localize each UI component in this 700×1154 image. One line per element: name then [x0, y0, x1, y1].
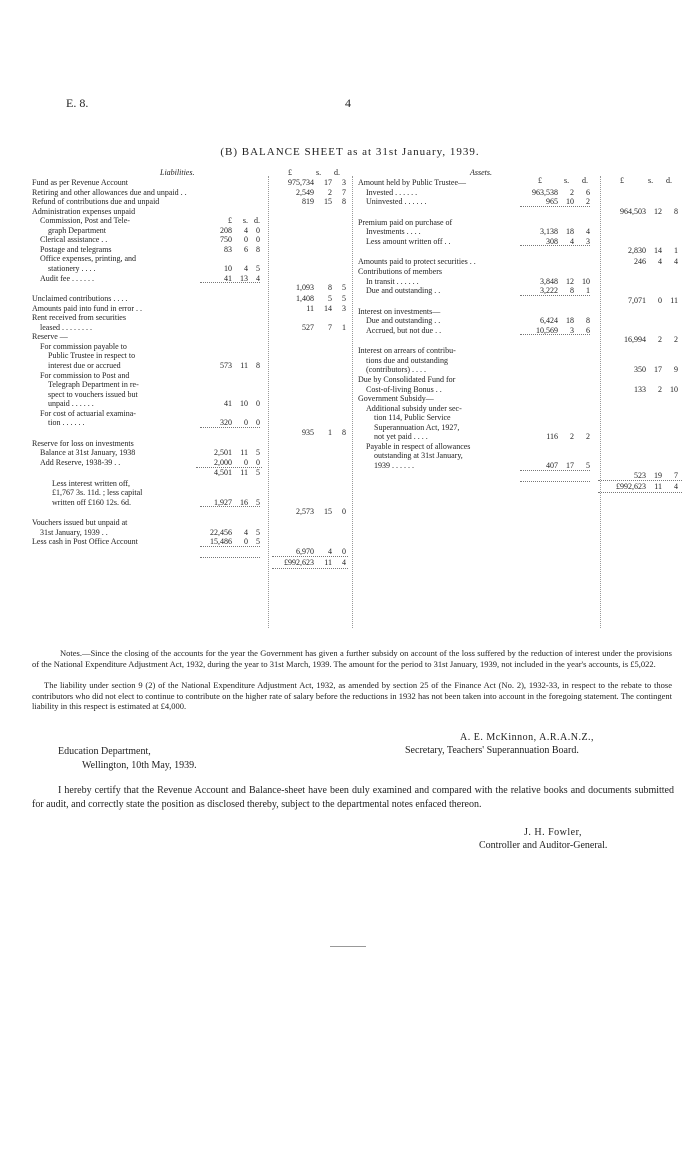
assets-row-label: Additional subsidy under sec-: [366, 403, 462, 413]
liabilities-sub-shillings: 16: [240, 497, 248, 507]
liabilities-sub-pence: 0: [256, 457, 260, 467]
assets-sub-shillings: 17: [566, 460, 574, 470]
assets-amt-shillings: 11: [654, 481, 662, 491]
liabilities-sub-pence: 5: [256, 448, 260, 458]
liabilities-row-label: Postage and telegrams: [40, 244, 112, 254]
assets-row-label: Uninvested . . . . . .: [366, 197, 427, 207]
notes-paragraph-1: Notes.—Since the closing of the accounts for the year the Government has given a further subsidy on account of the loss suffered by the reduction of interest under the provisions of the National Expenditure Adjustment Act, 1932, during the year to 31st March, 1939. The amount for the period to 31st January, 1939, not included in the year's accounts, is £5,022.: [32, 648, 672, 669]
assets-row-label: Amounts paid to protect securities . .: [358, 257, 476, 267]
liabilities-row-label: Audit fee . . . . . .: [40, 273, 94, 283]
assets-sub-pence: 6: [586, 325, 590, 335]
assets-row-label: Due by Consolidated Fund for: [358, 375, 456, 384]
assets-row-label: outstanding at 31st January,: [374, 451, 463, 461]
liabilities-row-label: Clerical assistance . .: [40, 235, 108, 245]
assets-sub-shillings: 18: [566, 227, 574, 237]
assets-subtotal-rule: [520, 245, 590, 246]
assets-row-label: Amount held by Public Trustee—: [358, 178, 467, 187]
liabilities-sub-pence: 5: [256, 497, 260, 507]
assets-subtotal-rule: [520, 470, 590, 471]
liabilities-sub-pounds: 573: [220, 360, 232, 370]
assets-head-right-pence: d.: [666, 176, 672, 185]
liabilities-sub-pounds: 2,501: [214, 448, 232, 458]
assets-amt-pence: 9: [674, 365, 678, 375]
liabilities-row-label: Rent received from securities: [32, 313, 126, 323]
liabilities-row-label: leased . . . . . . . .: [40, 322, 92, 332]
assets-sub-pence: 5: [586, 460, 590, 470]
liabilities-sub-shillings: 0: [244, 457, 248, 467]
liabilities-amt-shillings: 15: [324, 197, 332, 207]
assets-sub-pounds: 3,848: [540, 276, 558, 286]
liabilities-amt-shillings: 11: [324, 557, 332, 567]
assets-sub-pence: 8: [586, 316, 590, 326]
assets-amt-pounds: 246: [634, 257, 646, 267]
assets-row-label: Investments . . . .: [366, 227, 421, 237]
assets-amt-pounds: £992,623: [616, 481, 646, 491]
assets-amt-pounds: 2,830: [628, 246, 646, 256]
liabilities-row-label: Reserve for loss on investments: [32, 438, 134, 448]
liabilities-sub-pence: 0: [256, 399, 260, 409]
liabilities-amt-pounds: 819: [302, 197, 314, 207]
liabilities-row-label: For cost of actuarial examina-: [40, 408, 136, 418]
assets-sub-shillings: 4: [570, 236, 574, 246]
liabilities-amt-pence: 5: [342, 283, 346, 293]
assets-head-right-pounds: £: [620, 176, 624, 185]
liabilities-amt-pounds: 1,093: [296, 283, 314, 293]
liabilities-row-label: Reserve —: [32, 332, 68, 342]
liabilities-amt-pence: 8: [342, 427, 346, 437]
liabilities-sub-pounds: 2,000: [214, 457, 232, 467]
assets-row-label: In transit . . . . . .: [366, 276, 419, 286]
column-divider-right: [600, 176, 601, 628]
liabilities-amt-pounds: 1,408: [296, 294, 314, 304]
liabilities-amt-pence: 4: [342, 557, 346, 567]
liabilities-subtotal-rule: [200, 427, 260, 428]
assets-amt-pounds: 133: [634, 384, 646, 394]
liabilities-sub-shillings: 4: [244, 263, 248, 273]
assets-sub-pounds: 3,222: [540, 286, 558, 296]
liabilities-amt-pence: 7: [342, 187, 346, 197]
liabilities-sub-shillings: 11: [240, 467, 248, 477]
place-line-1: Education Department,: [58, 746, 151, 757]
liabilities-amt-pounds: 935: [302, 427, 314, 437]
liab-head-pence: d.: [334, 168, 340, 177]
liabilities-sub-pounds: 10: [224, 263, 232, 273]
liabilities-row-label: For commission payable to: [40, 341, 127, 351]
liabilities-row-label: Add Reserve, 1938-39 . .: [40, 457, 121, 467]
assets-sub-shillings: 8: [570, 286, 574, 296]
assets-sub-pounds: 963,538: [532, 187, 558, 197]
assets-amt-pence: 10: [670, 384, 678, 394]
liabilities-amt-shillings: 5: [328, 294, 332, 304]
assets-amt-pence: 4: [674, 481, 678, 491]
liabilities-sub-pounds: 41: [224, 399, 232, 409]
liabilities-amt-shillings: 7: [328, 322, 332, 332]
assets-row-label: Less amount written off . .: [366, 236, 451, 246]
liabilities-row-label: unpaid . . . . . .: [48, 399, 94, 409]
liabilities-sub-pence: 5: [256, 527, 260, 537]
assets-sub-pence: 1: [586, 286, 590, 296]
liabilities-sub-pence: d.: [254, 216, 260, 226]
assets-head-mid-pounds: £: [538, 176, 542, 185]
liabilities-amt-shillings: 2: [328, 187, 332, 197]
liabilities-amt-pence: 5: [342, 294, 346, 304]
assets-amt-shillings: 2: [658, 384, 662, 394]
liabilities-amt-pounds: 527: [302, 322, 314, 332]
liabilities-sub-pence: 5: [256, 537, 260, 547]
liabilities-sub-pence: 8: [256, 360, 260, 370]
liabilities-amt-shillings: 17: [324, 178, 332, 187]
liabilities-sub-pence: 0: [256, 235, 260, 245]
liabilities-sub-pounds: 320: [220, 418, 232, 428]
liabilities-row-label: Administration expenses unpaid: [32, 206, 136, 216]
assets-row-label: Government Subsidy—: [358, 394, 434, 404]
assets-sub-pounds: 116: [546, 432, 558, 442]
liabilities-sub-shillings: 0: [244, 537, 248, 547]
assets-row-label: Due and outstanding . .: [366, 286, 441, 296]
liabilities-row-label: interest due or accrued: [48, 360, 121, 370]
assets-amt-pounds: 964,503: [620, 206, 646, 216]
assets-sub-pounds: 6,424: [540, 316, 558, 326]
liab-head-shillings: s.: [316, 168, 322, 177]
assets-row-label: not yet paid . . . .: [374, 432, 428, 442]
assets-sub-pounds: 965: [546, 197, 558, 207]
liabilities-amt-shillings: 14: [324, 303, 332, 313]
assets-subtotal-rule: [520, 206, 590, 207]
assets-sub-shillings: 3: [570, 325, 574, 335]
assets-head-right-shillings: s.: [648, 176, 654, 185]
assets-sub-pence: 3: [586, 236, 590, 246]
auditor-name: J. H. Fowler,: [524, 827, 583, 838]
liabilities-row-label: stationery . . . .: [48, 263, 96, 273]
assets-row-label: Cost-of-living Bonus . .: [366, 384, 442, 394]
assets-subtotal-rule: [520, 334, 590, 335]
liab-head-pounds: £: [288, 168, 292, 177]
liabilities-amt-shillings: 4: [328, 546, 332, 556]
liabilities-row-label: Amounts paid into fund in error . .: [32, 303, 142, 313]
liabilities-row-label: Vouchers issued but unpaid at: [32, 518, 128, 528]
assets-sub-shillings: 2: [570, 187, 574, 197]
liabilities-row-label: Retiring and other allowances due and unpaid . .: [32, 187, 187, 197]
place-line-2: Wellington, 10th May, 1939.: [82, 760, 197, 771]
assets-sub-pounds: 3,138: [540, 227, 558, 237]
column-divider-center: [352, 176, 353, 628]
liabilities-amt-pounds: 2,549: [296, 187, 314, 197]
liabilities-row-label: For commission to Post and: [40, 370, 130, 380]
liabilities-sub-pence: 0: [256, 225, 260, 235]
page-header-left: E. 8.: [66, 96, 89, 110]
liabilities-sub-pounds: 750: [220, 235, 232, 245]
liabilities-sub-pounds: 4,501: [214, 467, 232, 477]
assets-row-label: Interest on arrears of contribu-: [358, 346, 456, 356]
assets-amt-shillings: 14: [654, 246, 662, 256]
liabilities-row-label: Balance at 31st January, 1938: [40, 448, 136, 458]
assets-sub-shillings: 18: [566, 316, 574, 326]
assets-row-label: (contributors) . . . .: [366, 365, 426, 375]
assets-sub-shillings: 12: [566, 276, 574, 286]
liabilities-row-label: graph Department: [48, 225, 106, 235]
liabilities-sub-pence: 0: [256, 418, 260, 428]
liabilities-total-rule-under: [272, 568, 348, 569]
assets-sub-pence: 2: [586, 197, 590, 207]
liabilities-amt-pounds: 11: [306, 303, 314, 313]
liabilities-row-label: Less cash in Post Office Account: [32, 537, 138, 547]
liabilities-row-label: Fund as per Revenue Account: [32, 178, 128, 187]
liabilities-sub-pounds: 208: [220, 225, 232, 235]
assets-amt-pounds: 523: [634, 470, 646, 480]
liabilities-sub-shillings: 10: [240, 399, 248, 409]
assets-amt-pence: 4: [674, 257, 678, 267]
liabilities-sub-pounds: 22,456: [210, 527, 232, 537]
liabilities-amt-pence: 3: [342, 303, 346, 313]
liabilities-sub-pounds: 41: [224, 273, 232, 283]
assets-amt-shillings: 19: [654, 470, 662, 480]
liabilities-sub-pence: 5: [256, 467, 260, 477]
liabilities-subtotal-rule: [200, 546, 260, 547]
liabilities-row-label: 31st January, 1939 . .: [40, 527, 108, 537]
liabilities-sub-shillings: 11: [240, 448, 248, 458]
liabilities-amt-shillings: 15: [324, 507, 332, 517]
assets-row-label: Superannuation Act, 1927,: [374, 422, 460, 432]
liabilities-sub-shillings: 13: [240, 273, 248, 283]
liabilities-subtotal-rule: [200, 557, 260, 558]
liabilities-sub-shillings: s.: [242, 216, 248, 226]
liabilities-subtotal-rule: [200, 282, 260, 283]
liabilities-row-label: Commission, Post and Tele-: [40, 216, 130, 226]
assets-amt-shillings: 2: [658, 335, 662, 345]
liabilities-sub-pounds: £: [228, 216, 232, 226]
liabilities-row-label: spect to vouchers issued but: [48, 389, 138, 399]
assets-amt-shillings: 17: [654, 365, 662, 375]
liabilities-amt-pence: 3: [342, 178, 346, 187]
liabilities-total-rule: [272, 556, 348, 557]
assets-row-label: tion 114, Public Service: [374, 413, 451, 423]
assets-amt-pounds: 7,071: [628, 295, 646, 305]
assets-row-label: Payable in respect of allowances: [366, 441, 471, 451]
liabilities-sub-shillings: 4: [244, 527, 248, 537]
assets-amt-pounds: 350: [634, 365, 646, 375]
assets-head-mid-shillings: s.: [564, 176, 570, 185]
assets-subtotal-rule: [520, 295, 590, 296]
liabilities-row-label: Office expenses, printing, and: [40, 254, 137, 264]
notes-paragraph-2: The liability under section 9 (2) of the National Expenditure Adjustment Act, 1932, as amended by section 25 of the Finance Act (No. 2), 1932-33, in respect to the rebate to those contributors who did not elect to continue to contribute on the higher rate of salary before the reductions in 1932 has not been taken into account in the foregoing statement. The contingent liability in this respect is estimated at £4,000.: [32, 680, 672, 711]
liabilities-row-label: Telegraph Department in re-: [48, 380, 139, 390]
assets-amt-pence: 2: [674, 335, 678, 345]
bottom-divider: [330, 946, 366, 947]
assets-sub-pounds: 308: [546, 236, 558, 246]
audit-certificate: I hereby certify that the Revenue Account and Balance-sheet have been duly examined and compared with the relative books and documents submitted for audit, and correctly state the position as disclosed thereby, subject to the departmental notes enfaced thereon.: [32, 785, 674, 810]
liabilities-sub-pounds: 15,486: [210, 537, 232, 547]
assets-row-label: tions due and outstanding: [366, 355, 448, 365]
assets-amt-pence: 8: [674, 206, 678, 216]
liabilities-amt-shillings: 1: [328, 427, 332, 437]
assets-amt-pence: 11: [670, 295, 678, 305]
liabilities-row-label: £1,767 3s. 11d. ; less capital: [52, 488, 143, 498]
assets-total-rule-under: [598, 492, 682, 493]
assets-sub-shillings: 10: [566, 197, 574, 207]
assets-amt-pence: 1: [674, 246, 678, 256]
assets-row-label: 1939 . . . . . .: [374, 460, 414, 470]
assets-row-label: Accrued, but not due . .: [366, 325, 442, 335]
assets-row-label: Due and outstanding . .: [366, 316, 441, 326]
assets-sub-pounds: 10,569: [536, 325, 558, 335]
assets-sub-pence: 10: [582, 276, 590, 286]
liabilities-sub-shillings: 0: [244, 418, 248, 428]
liabilities-sub-pence: 5: [256, 263, 260, 273]
assets-amt-shillings: 0: [658, 295, 662, 305]
liabilities-sub-shillings: 0: [244, 235, 248, 245]
liabilities-amt-pence: 0: [342, 507, 346, 517]
assets-amt-shillings: 12: [654, 206, 662, 216]
liabilities-heading: Liabilities.: [160, 168, 195, 177]
liabilities-row-label: Unclaimed contributions . . . .: [32, 294, 128, 304]
balance-sheet-title: (B) BALANCE SHEET as at 31st January, 1939.: [220, 146, 480, 158]
secretary-name: A. E. McKinnon, A.R.A.N.Z.,: [460, 732, 595, 743]
liabilities-amt-pence: 1: [342, 322, 346, 332]
liabilities-sub-shillings: 11: [240, 360, 248, 370]
liabilities-amt-shillings: 8: [328, 283, 332, 293]
assets-sub-shillings: 2: [570, 432, 574, 442]
assets-head-mid-pence: d.: [582, 176, 588, 185]
liabilities-subtotal-rule: [200, 506, 260, 507]
liabilities-sub-pounds: 1,927: [214, 497, 232, 507]
liabilities-amt-pence: 8: [342, 197, 346, 207]
liabilities-row-label: Public Trustee in respect to: [48, 351, 136, 361]
liabilities-row-label: written off £160 12s. 6d.: [52, 497, 131, 507]
assets-sub-pence: 4: [586, 227, 590, 237]
liabilities-amt-pounds: 2,573: [296, 507, 314, 517]
liabilities-sub-pence: 4: [256, 273, 260, 283]
assets-row-label: Premium paid on purchase of: [358, 217, 453, 227]
assets-subtotal-rule: [520, 481, 590, 482]
assets-row-label: Contributions of members: [358, 266, 442, 276]
liabilities-row-label: Less interest written off,: [52, 478, 131, 488]
assets-row-label: Invested . . . . . .: [366, 187, 418, 197]
assets-row-label: Interest on investments—: [358, 306, 441, 316]
liabilities-amt-pounds: £992,623: [284, 557, 314, 567]
assets-sub-pence: 6: [586, 187, 590, 197]
liabilities-amt-pounds: 6,970: [296, 546, 314, 556]
assets-amt-pence: 7: [674, 470, 678, 480]
assets-sub-pence: 2: [586, 432, 590, 442]
liabilities-row-label: tion . . . . . .: [48, 418, 85, 428]
liabilities-amt-pence: 0: [342, 546, 346, 556]
assets-amt-pounds: 16,994: [624, 335, 646, 345]
liabilities-sub-shillings: 4: [244, 225, 248, 235]
auditor-title: Controller and Auditor-General.: [479, 840, 608, 851]
liabilities-sub-pounds: 83: [224, 244, 232, 254]
liabilities-sub-shillings: 6: [244, 244, 248, 254]
column-divider-left: [268, 176, 269, 628]
liabilities-row-label: Refund of contributions due and unpaid: [32, 197, 160, 207]
liabilities-sub-pence: 8: [256, 244, 260, 254]
assets-sub-pounds: 407: [546, 460, 558, 470]
assets-total-rule: [598, 480, 682, 481]
assets-heading: Assets.: [470, 168, 492, 177]
liabilities-amt-pounds: 975,734: [288, 178, 314, 187]
page-number: 4: [345, 96, 351, 110]
assets-amt-shillings: 4: [658, 257, 662, 267]
secretary-title: Secretary, Teachers' Superannuation Board.: [405, 745, 579, 756]
